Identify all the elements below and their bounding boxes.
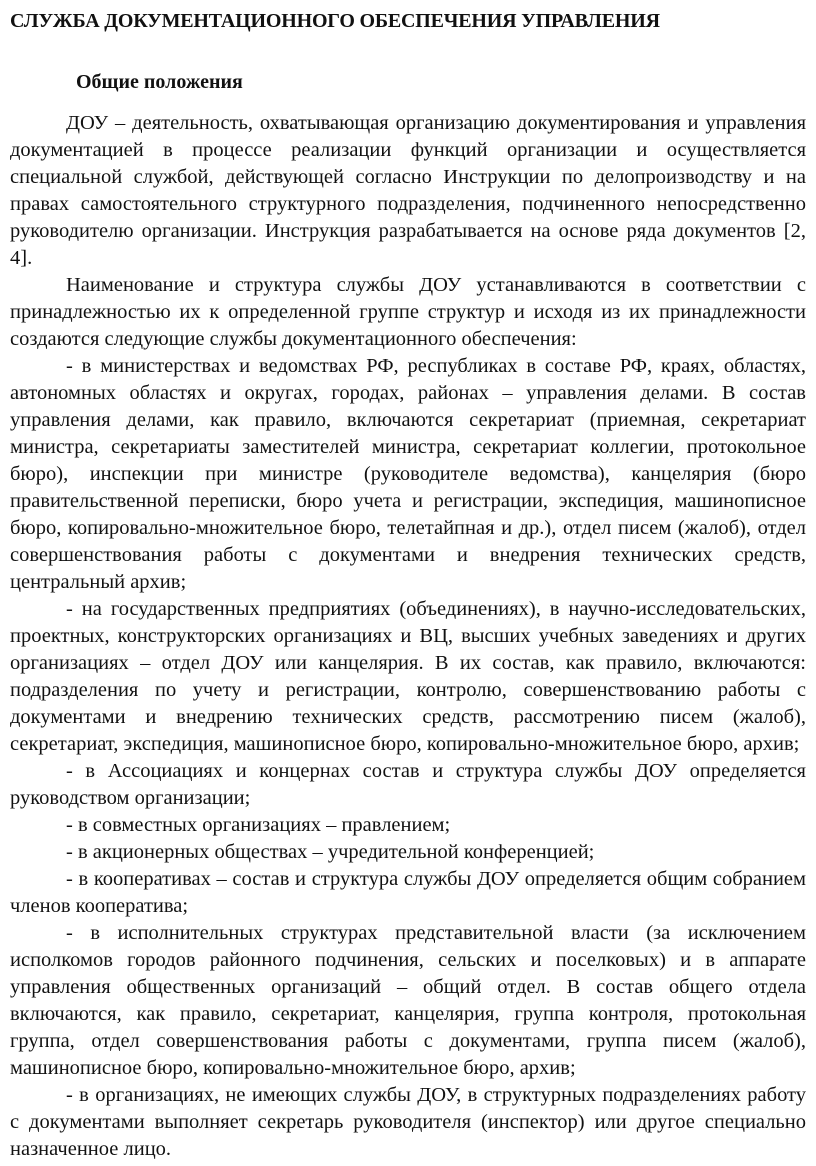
- list-item-joint-stock-companies: - в акционерных обществах – учредительной конференцией;: [66, 841, 595, 863]
- list-item-joint-organizations: - в совместных организациях – правлением;: [66, 814, 451, 836]
- section-heading: Общие положения: [76, 71, 243, 93]
- paragraph-structure-intro: Наименование и структура службы ДОУ устанавливаются в соответствии с принадлежностью их к определенной группе структур и исходя из их принадлежности создаются следующие службы документационного обеспечения:: [10, 274, 806, 350]
- list-item-no-service: - в организациях, не имеющих службы ДОУ, в структурных подразделениях работу с документами выполняет секретарь руководителя (инспектор) или другое специально назначенное лицо.: [10, 1084, 806, 1160]
- list-item-executive-structures: - в исполнительных структурах представительной власти (за исключением исполкомов городов районного подчинения, сельских и поселковых) и в аппарате управления общественных организаций – общий отдел. В состав общего отдела включаются, как правило, секретариат, канцелярия, группа контроля, протокольная группа, отдел совершенствования работы с документами, группа писем (жалоб), машинописное бюро, копировально-множительное бюро, архив;: [10, 922, 806, 1079]
- document-body: [10, 110, 806, 1163]
- list-item-associations: - в Ассоциациях и концернах состав и структура службы ДОУ определяется руководством организации;: [10, 760, 806, 809]
- document-page: [10, 0, 806, 1163]
- paragraph-definition: ДОУ – деятельность, охватывающая организацию документирования и управления документацией в процессе реализации функций организации и осуществляется специальной службой, действующей согласно Инструкции по делопроизводству и на правах самостоятельного структурного подразделения, подчиненного непосредственно руководителю организации. Инструкция разрабатывается на основе ряда документов [2, 4].: [10, 112, 806, 269]
- list-item-state-enterprises: - на государственных предприятиях (объединениях), в научно-исследовательских, проектных, конструкторских организациях и ВЦ, высших учебных заведениях и других организациях – отдел ДОУ или канцелярия. В их состав, как правило, включаются: подразделения по учету и регистрации, контролю, совершенствованию работы с документами и внедрению технических средств, рассмотрению писем (жалоб), секретариат, экспедиция, машинописное бюро, копировально-множительное бюро, архив;: [10, 598, 806, 755]
- list-item-cooperatives: - в кооперативах – состав и структура службы ДОУ определяется общим собранием членов кооператива;: [10, 868, 806, 917]
- document-title: СЛУЖБА ДОКУМЕНТАЦИОННОГО ОБЕСПЕЧЕНИЯ УПРАВЛЕНИЯ: [10, 10, 660, 32]
- list-item-ministries: - в министерствах и ведомствах РФ, республиках в составе РФ, краях, областях, автономных областях и округах, городах, районах – управления делами. В состав управления делами, как правило, включаются секретариат (приемная, секретариат министра, секретариаты заместителей министра, секретариат коллегии, протокольное бюро), инспекции при министре (руководителе ведомства), канцелярия (бюро правительственной переписки, бюро учета и регистрации, экспедиция, машинописное бюро, копировально-множительное бюро, телетайпная и др.), отдел писем (жалоб), отдел совершенствования работы с документами и внедрения технических средств, центральный архив;: [10, 355, 806, 593]
